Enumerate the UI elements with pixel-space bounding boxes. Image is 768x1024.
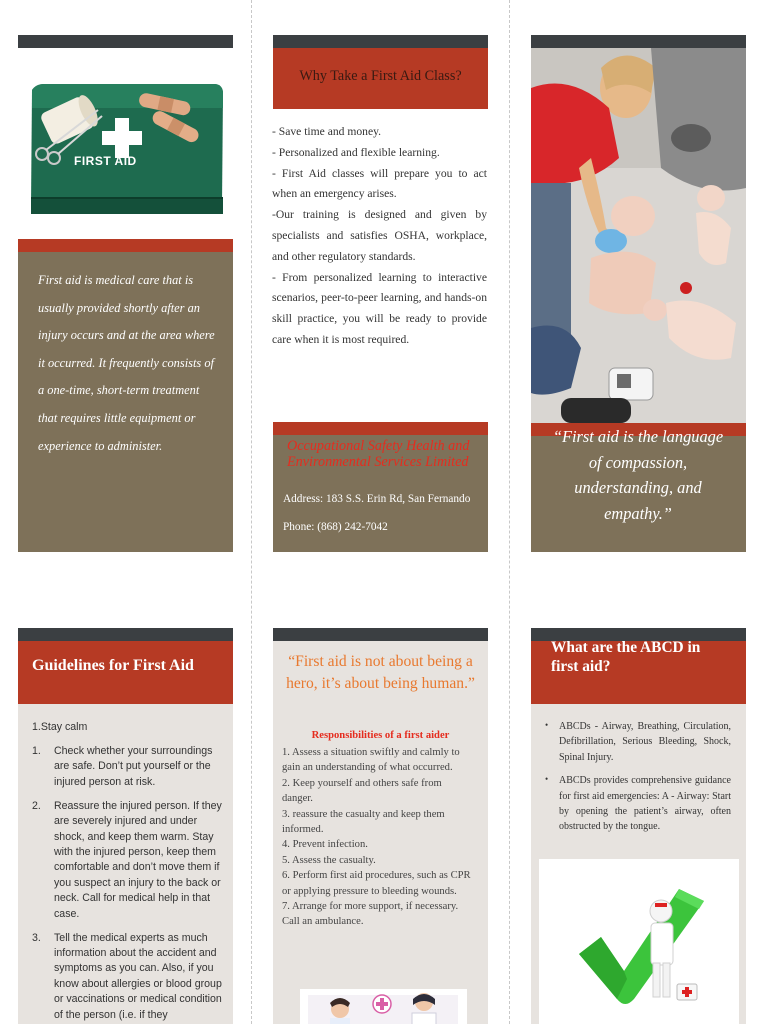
guideline-text: Reassure the injured person. If they are severely injured and under shock, and keep them warm. Stay with the injured person, keep them comfortable and don’t move them if you suspect an injury to the back or neck. Call for medical help in that case. — [54, 799, 222, 920]
bottom-bar-middle — [273, 628, 488, 641]
abcd-panel — [531, 704, 746, 1024]
compassion-quote: “First aid is the language of compassion, understanding, and empathy.” — [552, 427, 724, 523]
definition-text: First aid is medical care that is usually provided shortly after an injury occurs and at the area where it occurred. It frequently consists of a one-time, short-term treatment that requires little equipment or experience to administer. — [38, 273, 215, 453]
guideline-number: 3. — [32, 931, 41, 944]
bullet-icon: • — [545, 720, 549, 730]
responsibility-item: 1. Assess a situation swiftly and calmly to gain an understanding of what occurred. — [282, 747, 460, 774]
benefit-item: - From personalized learning to interactive scenarios, peer-to-peer learning, and hands-on skill practice, you will be ready to provide care when it is most required. — [272, 270, 487, 346]
human-quote: “First aid is not about being a hero, it’s about being human.” — [286, 653, 475, 692]
responsibility-item: 6. Perform first aid procedures, such as CPR or applying pressure to bleeding wounds. — [282, 870, 471, 897]
bullet-icon: • — [545, 774, 549, 785]
kit-label: FIRST AID — [74, 154, 137, 168]
guidelines-heading: Guidelines for First Aid — [32, 657, 194, 674]
top-bar-middle — [273, 35, 488, 48]
benefit-item: - First Aid classes will prepare you to act when an emergency arises. — [272, 166, 487, 201]
contact-panel — [273, 435, 488, 552]
organization-name: Occupational Safety Health and Environmental Services Limited — [287, 438, 470, 470]
responsibility-item: 2. Keep yourself and others safe from danger. — [282, 777, 442, 805]
responsibilities-list — [282, 745, 472, 930]
why-class-heading: Why Take a First Aid Class? — [299, 68, 462, 84]
responsibility-item: 4. Prevent infection. — [282, 839, 368, 851]
why-class-header — [273, 48, 488, 109]
benefit-item: -Our training is designed and given by specialists and satisfies OSHA, workplace, and other regulatory standards. — [272, 208, 487, 263]
checkmark-doctor-illustration — [539, 859, 739, 1024]
guideline-item — [32, 931, 222, 1023]
abcd-heading: What are the ABCD in first aid? — [551, 639, 701, 675]
first-aid-kit-image — [18, 58, 233, 233]
guideline-number: 1. — [32, 745, 41, 757]
accent-strip-middle — [273, 422, 488, 435]
responsibility-item: 7. Arrange for more support, if necessary. Call an ambulance. — [282, 901, 459, 928]
guideline-number: 1. — [32, 721, 41, 733]
bottom-bar-left — [18, 628, 233, 641]
abcd-header — [531, 641, 746, 704]
guidelines-header — [18, 641, 233, 704]
guideline-text: Tell the medical experts as much information about the accident and symptoms as you can. Also, if you know about allergies or blood group or vaccinations or medical condition of the person (i.e. if they — [54, 931, 222, 1021]
guideline-item — [32, 799, 222, 922]
medical-staff-illustration — [300, 989, 467, 1024]
responsibilities-title: Responsibilities of a first aider — [311, 730, 450, 741]
responsibility-item: 5. Assess the casualty. — [282, 854, 376, 866]
guideline-text: Stay calm — [40, 721, 88, 733]
top-bar-right — [531, 35, 746, 48]
responsibilities-panel — [273, 641, 488, 1024]
top-bar-left — [18, 35, 233, 48]
accent-strip-left — [18, 239, 233, 252]
guidelines-panel — [18, 704, 233, 1024]
benefits-list — [272, 122, 487, 351]
definition-panel — [18, 252, 233, 552]
guideline-text: Check whether your surroundings are safe. Don’t put yourself or the injured person at risk. — [54, 745, 213, 788]
benefit-item: - Personalized and flexible learning. — [272, 145, 440, 159]
guideline-number: 2. — [32, 799, 41, 812]
cpr-training-photo — [531, 48, 746, 423]
abcd-item-text: ABCDs provides comprehensive guidance for first aid emergencies: A - Airway: Start by opening the patient’s airway, often obstructed by the tongue. — [559, 775, 731, 833]
address-text: Address: 183 S.S. Erin Rd, San Fernando — [283, 493, 471, 505]
abcd-list — [545, 719, 731, 843]
phone-text: Phone: (868) 242-7042 — [283, 521, 388, 533]
fold-line-right — [509, 0, 510, 1024]
fold-line-left — [251, 0, 252, 1024]
benefit-item: - Save time and money. — [272, 125, 382, 138]
guideline-item — [32, 744, 222, 790]
abcd-item — [545, 773, 731, 835]
guideline-item — [32, 720, 222, 735]
responsibility-item: 3. reassure the casualty and keep them informed. — [282, 808, 445, 836]
abcd-item — [545, 719, 731, 765]
abcd-item-text: ABCDs - Airway, Breathing, Circulation, Defibrillation, Serious Bleeding, Shock, Spinal Injury. — [559, 721, 731, 763]
